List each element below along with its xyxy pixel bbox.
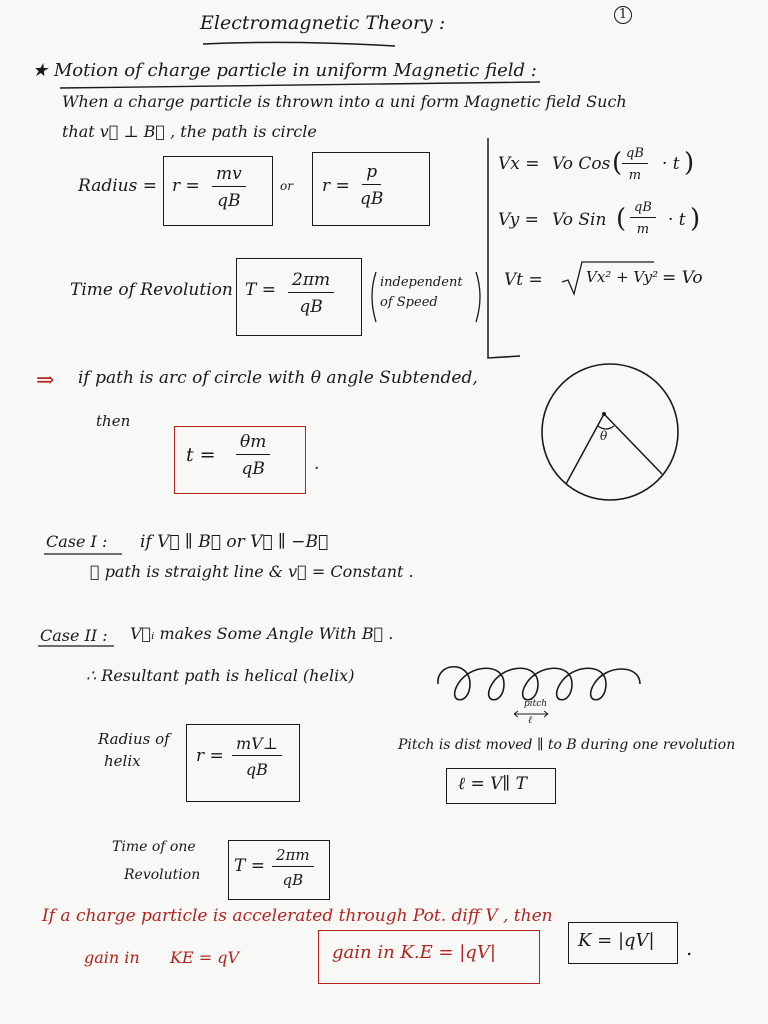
independent-note-line-2: of Speed <box>380 295 438 310</box>
case-2-label: Case II : <box>40 626 108 645</box>
case-2-condition: V⃗ᵢ makes Some Angle With B⃗ . <box>130 624 394 643</box>
helix-radius-denominator: qB <box>245 760 268 779</box>
vt-lhs: Vt = <box>504 270 543 290</box>
radius-eq2-numerator: p <box>362 162 381 185</box>
helix-radius-fraction <box>232 734 282 779</box>
one-revolution-lhs: T = <box>234 856 265 876</box>
accel-k-formula: K = |qV| <box>578 930 655 951</box>
intro-line-2: that v⃗ ⊥ B⃗ , the path is circle <box>62 122 317 141</box>
helix-pitch-symbol: ℓ <box>528 715 533 726</box>
arc-line-2: then <box>96 412 131 430</box>
vx-lhs: Vx = <box>498 154 540 174</box>
time-revolution-denominator: qB <box>299 297 323 317</box>
helix-radius-label-1: Radius of <box>98 730 170 748</box>
vx-numerator: qB <box>622 146 648 164</box>
vx-denominator: m <box>628 168 642 183</box>
arc-time-numerator: θm <box>236 432 270 455</box>
vy-numerator: qB <box>630 200 656 218</box>
vx-rhs: Vo Cos <box>552 154 611 174</box>
case-2-result: ∴ Resultant path is helical (helix) <box>86 666 355 685</box>
case-1-result: ∴ path is straight line & v⃗ = Constant . <box>90 562 414 581</box>
circle-theta-label: θ <box>600 429 608 443</box>
time-revolution-lhs: T = <box>245 280 276 300</box>
pitch-formula: ℓ = V∥ T <box>458 774 528 794</box>
arc-dot: . <box>314 454 320 474</box>
page-title: Electromagnetic Theory : <box>200 12 446 34</box>
helix-radius-lhs: r = <box>196 746 224 766</box>
radius-eq1-lhs: r = <box>172 176 200 196</box>
helix-pitch-tag: pitch <box>524 699 548 709</box>
vx-close-paren: ) <box>684 148 695 178</box>
radius-or: or <box>280 179 293 193</box>
vy-close-paren: ) <box>690 204 701 234</box>
vx-open-paren: ( <box>612 148 623 178</box>
arc-line-1: if path is arc of circle with θ angle Subtended, <box>78 368 478 388</box>
pitch-description: Pitch is dist moved ∥ to B during one revolution <box>398 737 736 753</box>
radius-eq2-lhs: r = <box>322 176 350 196</box>
section-heading: ★ Motion of charge particle in uniform Magnetic field : <box>32 60 537 81</box>
vy-lhs: Vy = <box>498 210 539 230</box>
accel-line-1: If a charge particle is accelerated through Pot. diff V , then <box>42 906 553 926</box>
accel-dot: . <box>686 936 693 960</box>
vt-tail: = Vo <box>662 268 703 288</box>
radius-eq2-denominator: qB <box>360 189 384 209</box>
independent-note-line-1: independent <box>380 275 463 290</box>
arc-time-denominator: qB <box>241 459 265 479</box>
page-number: 1 <box>614 6 632 24</box>
accel-gain-formula: gain in K.E = |qV| <box>332 942 496 963</box>
accel-ke-equation: KE = qV <box>170 948 240 967</box>
vt-radicand: Vx² + Vy² <box>586 268 659 286</box>
accel-gain-in: gain in <box>84 948 140 967</box>
one-revolution-label-1: Time of one <box>112 839 196 855</box>
arc-time-lhs: t = <box>186 444 216 466</box>
helix-radius-numerator: mV⊥ <box>232 734 282 756</box>
arc-arrow: ⇒ <box>36 368 55 393</box>
case-1-condition: if V⃗ ∥ B⃗ or V⃗ ∥ −B⃗ <box>140 532 329 552</box>
radius-label: Radius = <box>78 176 157 196</box>
time-revolution-label: Time of Revolution <box>70 280 233 300</box>
vy-open-paren: ( <box>616 204 627 234</box>
case-1-label: Case I : <box>46 532 108 551</box>
vy-denominator: m <box>636 222 650 237</box>
one-revolution-fraction <box>272 846 314 889</box>
time-revolution-numerator: 2πm <box>288 270 334 293</box>
vx-tail: · t <box>662 154 680 174</box>
one-revolution-denominator: qB <box>282 871 304 889</box>
intro-line-1: When a charge particle is thrown into a uni form Magnetic field Such <box>62 92 627 111</box>
vy-rhs: Vo Sin <box>552 210 607 230</box>
radius-eq1-denominator: qB <box>217 191 241 211</box>
one-revolution-numerator: 2πm <box>272 846 314 867</box>
one-revolution-label-2: Revolution <box>124 867 201 883</box>
radius-eq1-numerator: mv <box>212 164 246 187</box>
helix-radius-label-2: helix <box>104 752 141 770</box>
vy-tail: · t <box>668 210 686 230</box>
